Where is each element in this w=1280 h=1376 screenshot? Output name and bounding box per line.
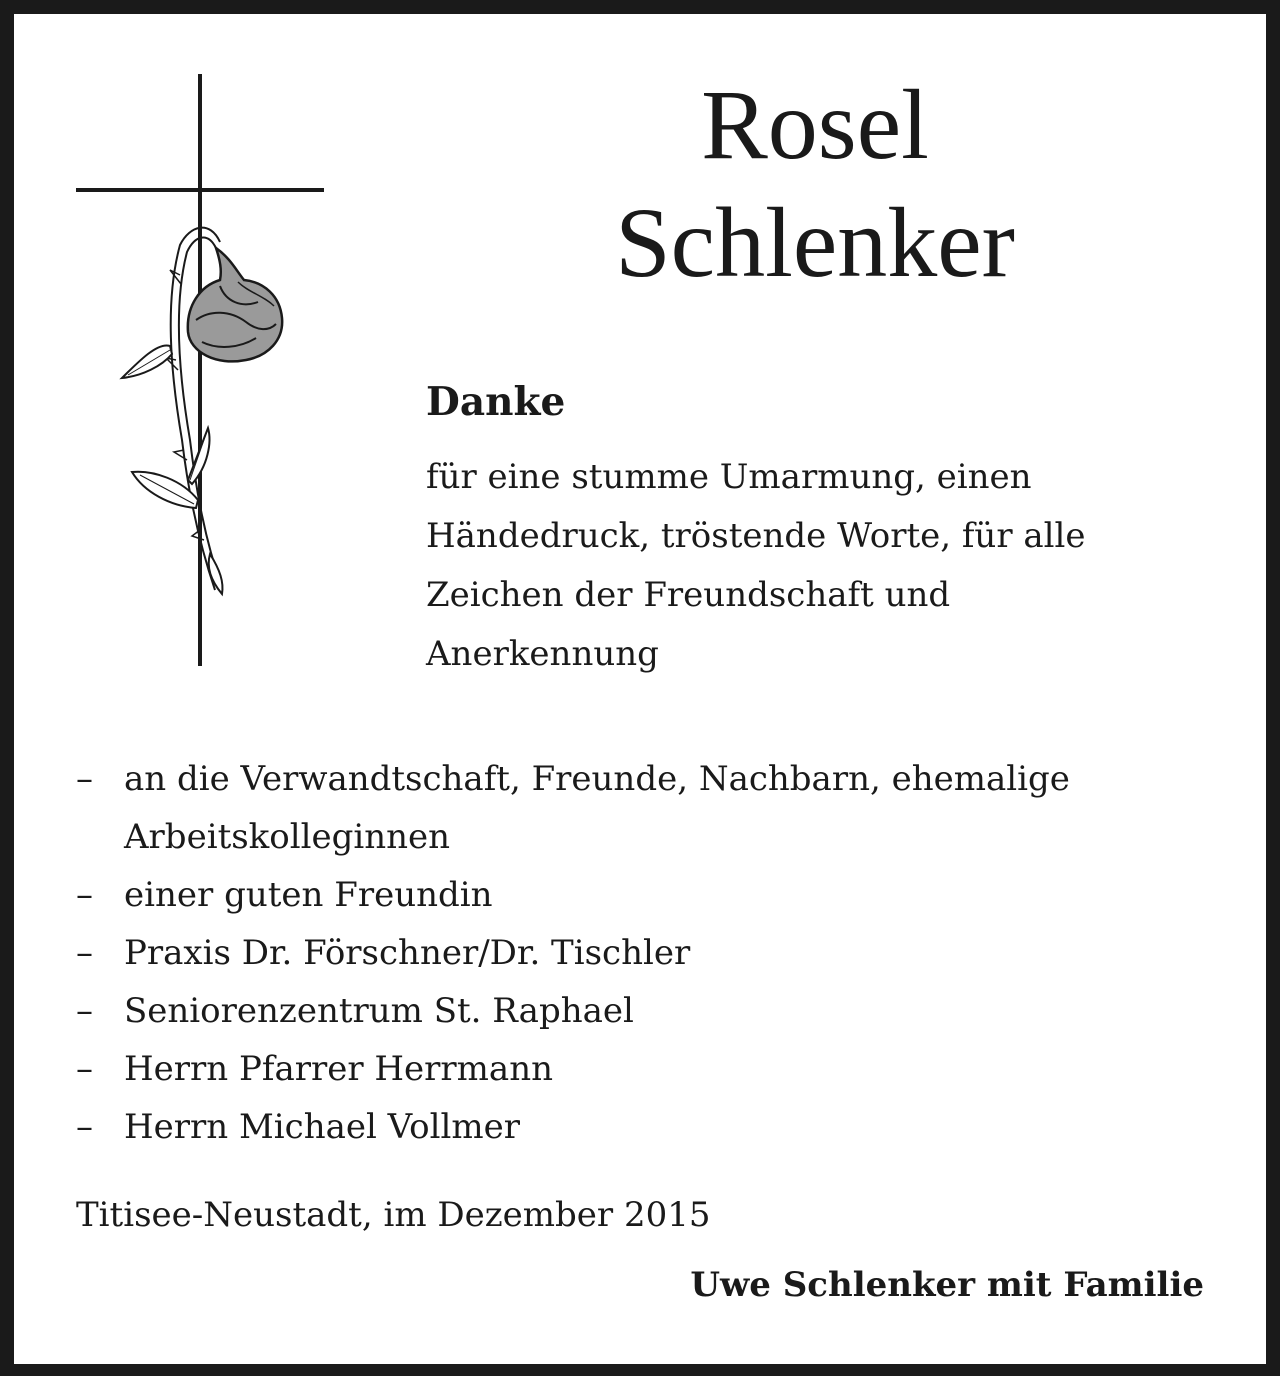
list-item [76, 750, 1216, 866]
list-marker: – [76, 991, 93, 1031]
list-marker: – [76, 1049, 93, 1089]
list-item [76, 1040, 1216, 1098]
list-item [76, 924, 1216, 982]
thanks-intro-line: Händedruck, tröstende Worte, für alle [426, 516, 1086, 556]
list-item-text: Herrn Michael Vollmer [124, 1107, 520, 1147]
place-date: Titisee-Neustadt, im Dezember 2015 [76, 1195, 711, 1235]
list-item [76, 866, 1216, 924]
first-name: Rosel [701, 69, 929, 180]
cross-with-rose-icon [70, 70, 332, 670]
thanks-intro-line: für eine stumme Umarmung, einen [426, 457, 1032, 497]
thanks-intro-line: Anerkennung [426, 634, 659, 674]
list-marker: – [76, 1107, 93, 1147]
list-marker: – [76, 933, 93, 973]
thanks-intro [426, 448, 1146, 684]
signature: Uwe Schlenker mit Familie [690, 1265, 1204, 1305]
list-marker: – [76, 875, 93, 915]
list-item [76, 1098, 1216, 1156]
list-item-text: Seniorenzentrum St. Raphael [124, 991, 634, 1031]
thanks-intro-line: Zeichen der Freundschaft und [426, 575, 951, 615]
last-name: Schlenker [615, 187, 1015, 298]
thanks-heading: Danke [426, 379, 566, 425]
list-item-text: Herrn Pfarrer Herrmann [124, 1049, 553, 1089]
list-item-text: Praxis Dr. Förschner/Dr. Tischler [124, 933, 691, 973]
list-item-text: einer guten Freundin [124, 875, 493, 915]
list-item [76, 982, 1216, 1040]
thanks-list [76, 750, 1216, 1156]
deceased-name [420, 66, 1210, 302]
list-item-text: an die Verwandtschaft, Freunde, Nachbarn, ehemalige Arbeitskolleginnen [124, 759, 1070, 857]
list-marker: – [76, 759, 93, 799]
